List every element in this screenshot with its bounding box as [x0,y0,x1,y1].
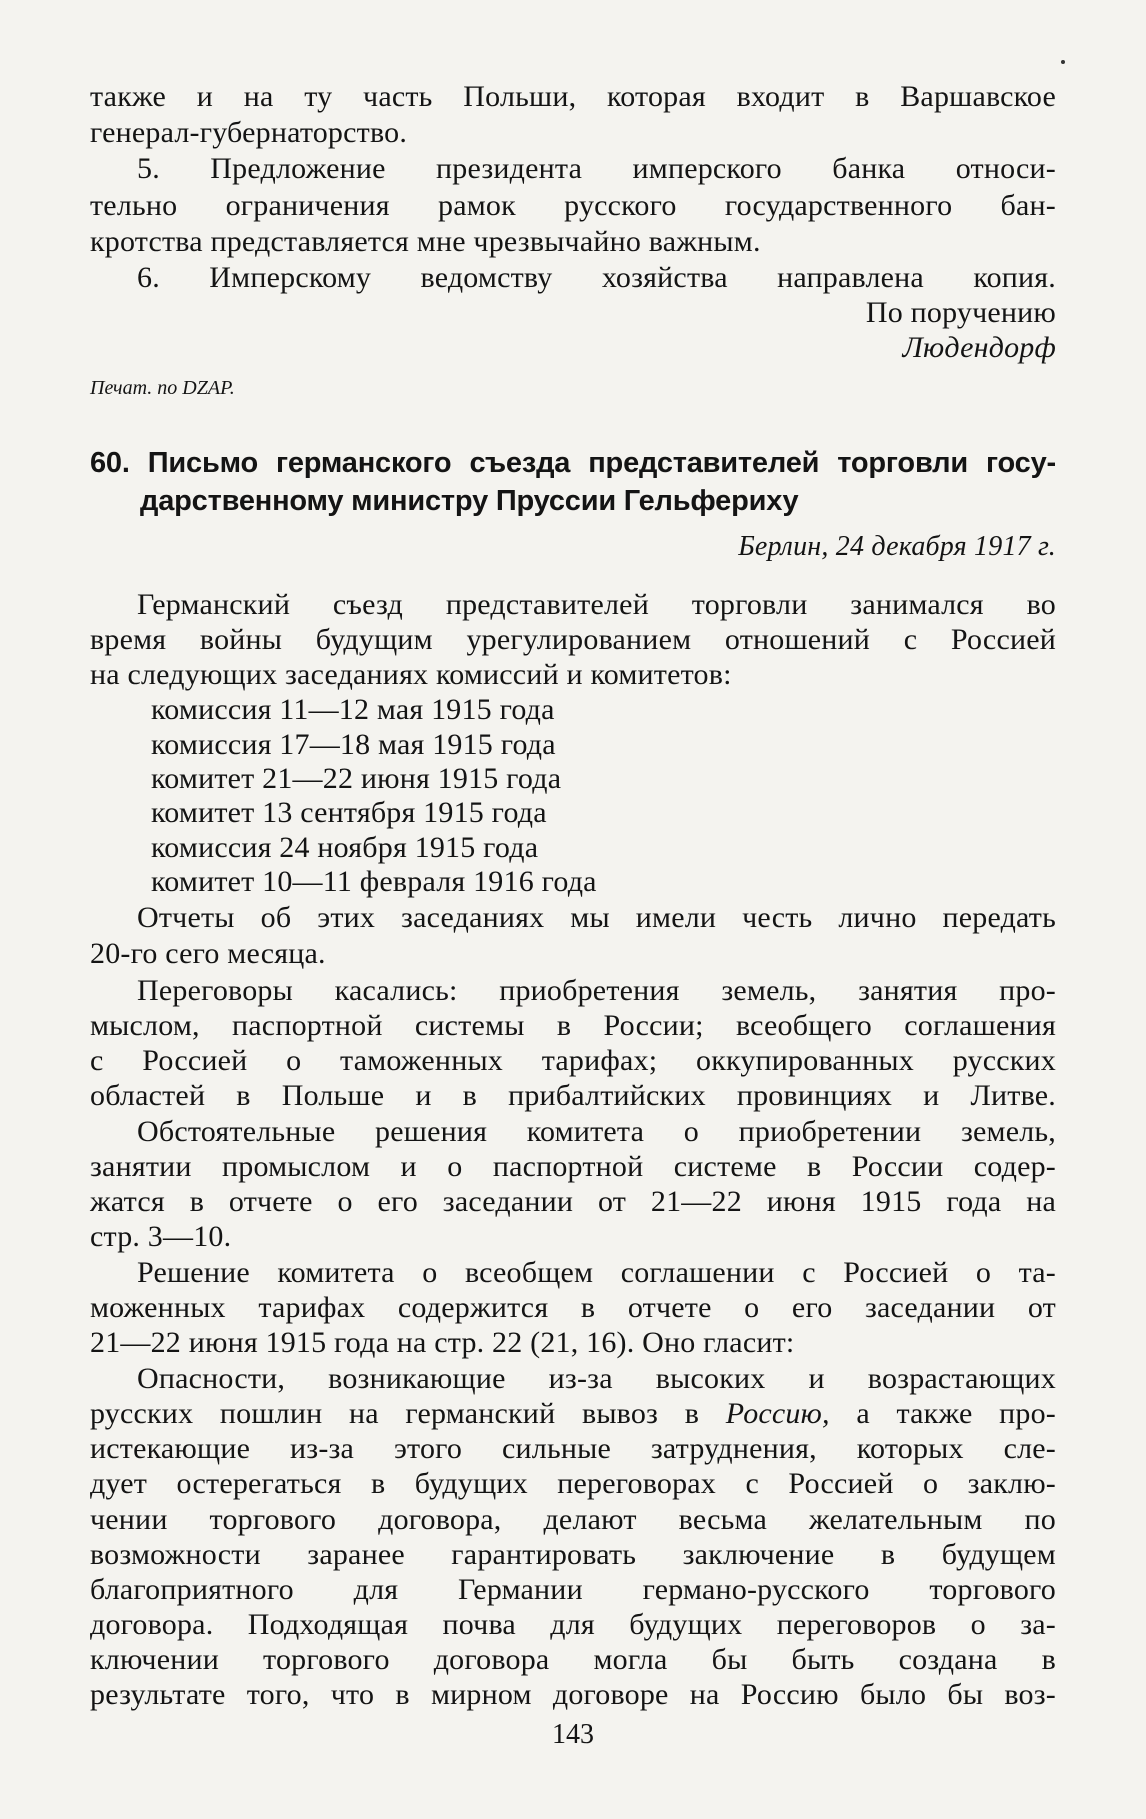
meeting-item: комиссия 24 ноября 1915 года [151,831,539,864]
print-speck [1061,60,1065,64]
signature-authority: По поручению [865,296,1056,329]
meeting-item: комиссия 17—18 мая 1915 года [151,728,556,761]
quote-line-2-italic: Россию, [725,1397,830,1430]
meeting-item: комитет 21—22 июня 1915 года [151,762,562,795]
source-note: Печат. по DZAP. [90,377,235,399]
item-5-line-3: кротства представляется мне чрезвычайно важным. [90,225,761,258]
reports-line-2: 20-го сего месяца. [90,937,326,970]
decisions-line-3: жатся в отчете о его заседании от 21—22 июня 1915 года на [90,1185,1056,1218]
reports-line-1: Отчеты об этих заседаниях мы имели честь лично передать [137,901,1056,934]
page-number: 143 [552,1719,594,1750]
document-title-1: Письмо германского съезда представителей торговли госу- [147,447,1056,479]
talks-line-2: мыслом, паспортной системы в России; всеобщего соглашения [90,1009,1056,1042]
document-number: 60. [90,447,130,479]
carryover-line-1: также и на ту часть Польши, которая входит в Варшавское [90,80,1056,113]
signature-name: Людендорф [902,331,1056,364]
meeting-item: комитет 13 сентября 1915 года [151,796,547,829]
decisions-line-1: Обстоятельные решения комитета о приобретении земель, [137,1115,1056,1148]
intro-line-2: время войны будущим урегулированием отношений с Россией [90,623,1056,656]
intro-line-1: Германский съезд представителей торговли занимался во [137,588,1056,621]
carryover-line-2: генерал-губернаторство. [90,116,408,149]
quote-line-2-end: а также про- [829,1397,1056,1430]
quote-line-6: возможности заранее гарантировать заключение в будущем [90,1538,1056,1571]
decisions-line-2: занятии промыслом и о паспортной системе в России содер- [90,1150,1056,1183]
quote-line-1: Опасности, возникающие из-за высоких и возрастающих [137,1362,1056,1395]
meeting-item: комиссия 11—12 мая 1915 года [151,693,555,726]
item-5-line-1: 5. Предложение президента имперского банка относи- [137,152,1056,185]
tariff-line-3: 21—22 июня 1915 года на стр. 22 (21, 16). Оно гласит: [90,1326,795,1359]
talks-line-4: областей в Польше и в прибалтийских провинциях и Литве. [90,1079,1056,1112]
quote-line-10: результате того, что в мирном договоре на Россию было бы воз- [90,1678,1056,1711]
meeting-item: комитет 10—11 февраля 1916 года [151,865,597,898]
decisions-line-4: стр. 3—10. [90,1220,232,1253]
quote-line-8: договора. Подходящая почва для будущих переговоров о за- [90,1608,1056,1641]
intro-line-3: на следующих заседаниях комиссий и комитетов: [90,658,732,691]
quote-line-3: истекающие из-за этого сильные затруднения, которых сле- [90,1432,1056,1465]
document-title-line-1 [90,446,1056,480]
tariff-line-2: моженных тарифах содержится в отчете о его заседании от [90,1291,1056,1324]
talks-line-3: с Россией о таможенных тарифах; оккупированных русских [90,1044,1056,1077]
quote-line-7: благоприятного для Германии германо-русского торгового [90,1573,1056,1606]
place-date: Берлин, 24 декабря 1917 г. [738,531,1056,562]
quote-line-2 [90,1397,1056,1431]
quote-line-9: ключении торгового договора могла бы быть создана в [90,1643,1056,1676]
document-title-line-2: дарственному министру Пруссии Гельфериху [140,485,799,517]
item-5-line-2: тельно ограничения рамок русского государственного бан- [90,189,1056,222]
quote-line-4: дует остерегаться в будущих переговорах с Россией о заклю- [90,1467,1056,1500]
talks-line-1: Переговоры касались: приобретения земель, занятия про- [137,974,1056,1007]
quote-line-2-start: русских пошлин на германский вывоз в [90,1397,726,1430]
item-6: 6. Имперскому ведомству хозяйства направлена копия. [137,261,1056,294]
tariff-line-1: Решение комитета о всеобщем соглашении с Россией о та- [137,1256,1056,1289]
quote-line-5: чении торгового договора, делают весьма желательным по [90,1503,1056,1536]
